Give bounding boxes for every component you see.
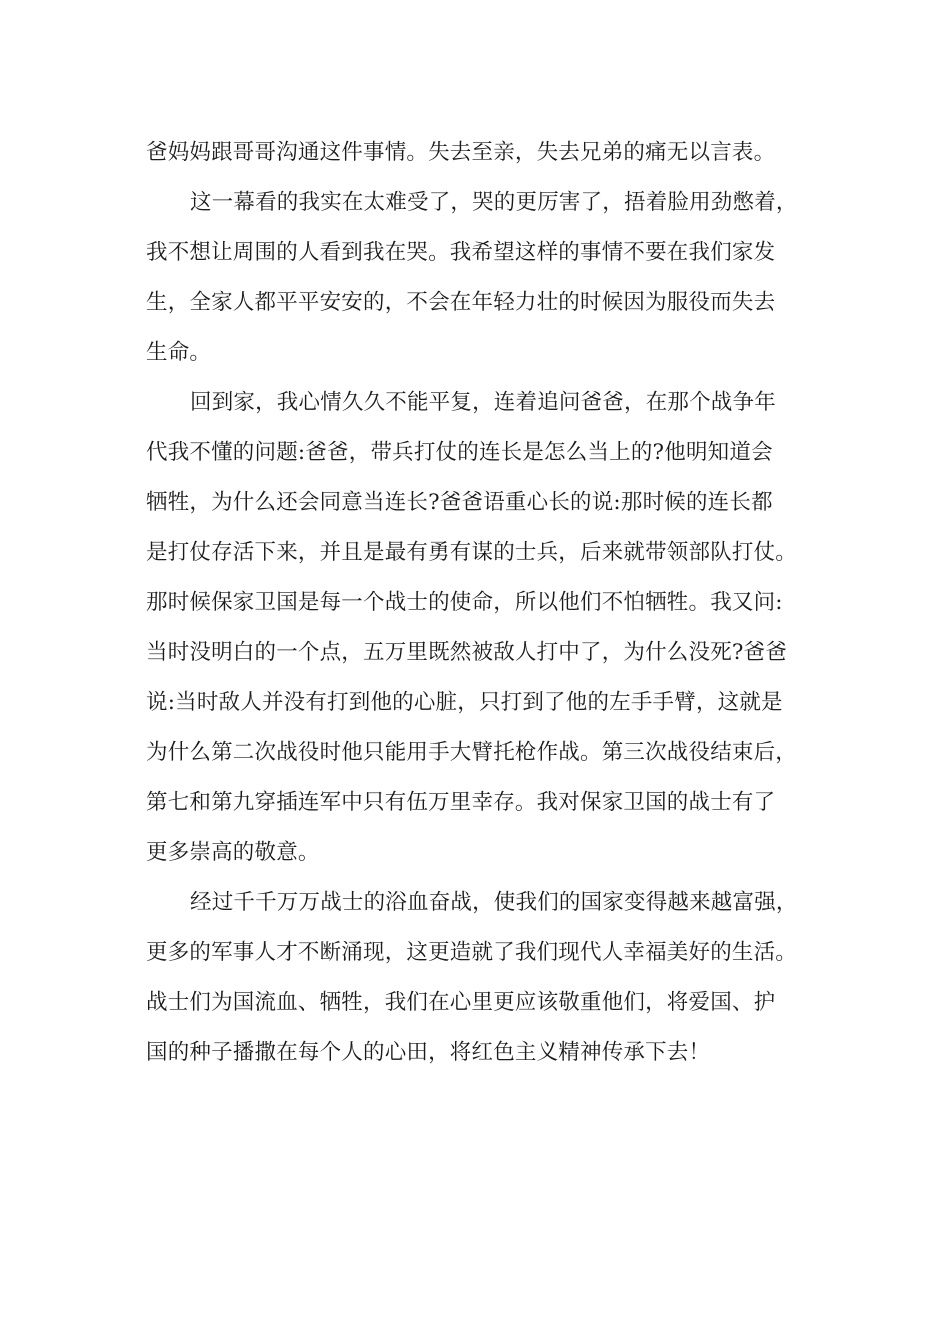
text-line: 牺牲，为什么还会同意当连长?爸爸语重心长的说:那时候的连长都	[146, 490, 773, 515]
text-line: 爸妈妈跟哥哥沟通这件事情。失去至亲，失去兄弟的痛无以言表。	[146, 140, 776, 165]
text-line: 我不想让周围的人看到我在哭。我希望这样的事情不要在我们家发	[146, 240, 776, 265]
text-line: 战士们为国流血、牺牲，我们在心里更应该敬重他们，将爱国、护	[146, 990, 776, 1015]
text-line: 更多的军事人才不断涌现，这更造就了我们现代人幸福美好的生活。	[146, 940, 798, 965]
text-line: 更多崇高的敬意。	[146, 840, 320, 865]
text-line: 那时候保家卫国是每一个战士的使命，所以他们不怕牺牲。我又问:	[146, 590, 783, 615]
text-line: 这一幕看的我实在太难受了，哭的更厉害了，捂着脸用劲憋着，	[190, 190, 798, 215]
text-line: 回到家，我心情久久不能平复，连着追问爸爸，在那个战争年	[190, 390, 776, 415]
text-line: 代我不懂的问题:爸爸，带兵打仗的连长是怎么当上的?他明知道会	[146, 440, 773, 465]
text-line: 经过千千万万战士的浴血奋战，使我们的国家变得越来越富强，	[190, 890, 798, 915]
text-line: 为什么第二次战役时他只能用手大臂托枪作战。第三次战役结束后，	[146, 740, 798, 765]
text-line: 国的种子播撒在每个人的心田，将红色主义精神传承下去！	[146, 1040, 711, 1065]
text-line: 当时没明白的一个点，五万里既然被敌人打中了，为什么没死?爸爸	[146, 640, 788, 665]
document-body	[146, 128, 826, 1078]
text-line: 第七和第九穿插连军中只有伍万里幸存。我对保家卫国的战士有了	[146, 790, 776, 815]
text-line: 是打仗存活下来，并且是最有勇有谋的士兵，后来就带领部队打仗。	[146, 540, 798, 565]
text-line: 生，全家人都平平安安的，不会在年轻力壮的时候因为服役而失去	[146, 290, 776, 315]
text-line: 生命。	[146, 340, 212, 365]
text-line: 说:当时敌人并没有打到他的心脏，只打到了他的左手手臂，这就是	[146, 690, 783, 715]
